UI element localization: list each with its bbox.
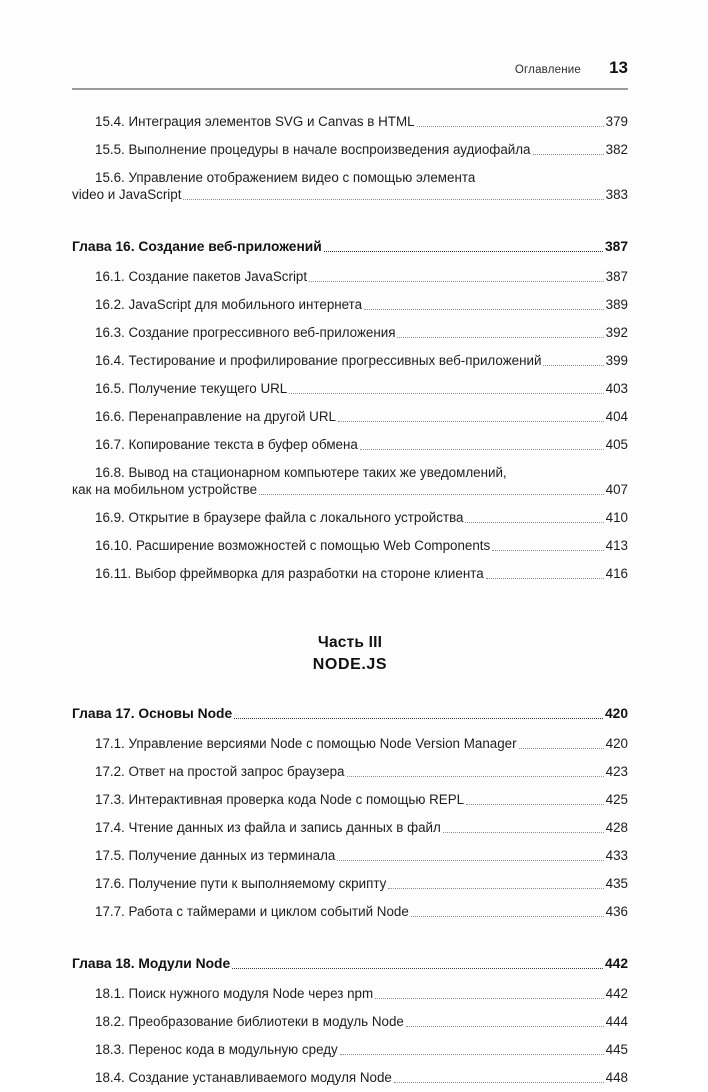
dot-leader xyxy=(338,420,604,422)
toc-entry-page: 404 xyxy=(605,409,628,424)
toc-entry-label: 17.6. Получение пути к выполняемому скрипту xyxy=(95,876,387,891)
toc-entry-page: 392 xyxy=(605,325,628,340)
dot-leader xyxy=(347,775,604,777)
toc-section-row[interactable] xyxy=(95,560,628,588)
toc-section-row[interactable] xyxy=(95,347,628,375)
toc-entry-label: 16.6. Перенаправление на другой URL xyxy=(95,409,336,424)
toc-entry-page: 387 xyxy=(605,269,628,284)
toc-entry-label: 15.5. Выполнение процедуры в начале воспроизведения аудиофайла xyxy=(95,142,531,157)
toc-entry-label: 16.5. Получение текущего URL xyxy=(95,381,288,396)
dot-leader xyxy=(465,521,603,523)
dot-leader xyxy=(466,803,604,805)
toc-entry-page: 383 xyxy=(605,187,628,202)
toc-section-row[interactable] xyxy=(95,786,628,814)
dot-leader xyxy=(443,831,604,833)
toc-entry-label: 16.4. Тестирование и профилирование прогрессивных веб-приложений xyxy=(95,353,542,368)
toc-entry-page: 416 xyxy=(605,566,628,581)
dot-leader xyxy=(486,577,604,579)
table-of-contents xyxy=(0,108,708,1092)
toc-section-row[interactable] xyxy=(95,758,628,786)
toc-section-row[interactable] xyxy=(95,504,628,532)
toc-entry-label: 16.11. Выбор фреймворка для разработки на стороне клиента xyxy=(95,566,484,581)
toc-entry-label: Глава 18. Модули Node xyxy=(72,956,231,971)
dot-leader xyxy=(375,997,604,999)
toc-entry-page: 445 xyxy=(605,1042,628,1057)
toc-entry-label: как на мобильном устройстве xyxy=(72,482,258,497)
toc-section-row[interactable] xyxy=(95,375,628,403)
toc-entry-page: 423 xyxy=(605,764,628,779)
dot-leader xyxy=(309,280,604,282)
toc-entry-label: 16.7. Копирование текста в буфер обмена xyxy=(95,437,358,452)
toc-section-row[interactable] xyxy=(95,1036,628,1064)
toc-entry-page: 442 xyxy=(605,986,628,1001)
toc-entry-label: 16.8. Вывод на стационарном компьютере таких же уведомлений, xyxy=(95,465,507,480)
toc-chapter-row[interactable] xyxy=(72,698,628,730)
dot-leader xyxy=(388,887,603,889)
toc-entry-page: 442 xyxy=(604,956,628,971)
toc-entry-label: 18.3. Перенос кода в модульную среду xyxy=(95,1042,338,1057)
dot-leader xyxy=(519,747,604,749)
dot-leader xyxy=(337,859,603,861)
running-head-title: Оглавление xyxy=(514,64,581,76)
toc-entry-page: 382 xyxy=(605,142,628,157)
toc-entry-label: 15.4. Интеграция элементов SVG и Canvas в HTML xyxy=(95,114,415,129)
toc-entry-label: video и JavaScript xyxy=(72,187,182,202)
toc-chapter-row[interactable] xyxy=(72,231,628,263)
toc-section-row[interactable] xyxy=(72,481,628,504)
toc-section-row[interactable] xyxy=(95,108,628,136)
running-head xyxy=(72,58,628,78)
toc-entry-page: 433 xyxy=(605,848,628,863)
toc-entry-page: 436 xyxy=(605,904,628,919)
toc-section-row[interactable] xyxy=(95,459,628,481)
toc-entry-label: 17.3. Интерактивная проверка кода Node с помощью REPL xyxy=(95,792,465,807)
toc-section-row[interactable] xyxy=(95,532,628,560)
toc-section-row[interactable] xyxy=(95,1064,628,1092)
toc-section-row[interactable] xyxy=(95,898,628,926)
toc-entry-page: 420 xyxy=(604,706,628,721)
toc-entry-page: 420 xyxy=(605,736,628,751)
part-label: Часть III xyxy=(317,634,383,651)
chapter-spacer xyxy=(0,209,708,231)
toc-entry-page: 448 xyxy=(605,1070,628,1085)
toc-entry-page: 403 xyxy=(605,381,628,396)
toc-entry-label: 16.9. Открытие в браузере файла с локального устройства xyxy=(95,510,464,525)
toc-entry-label: 17.5. Получение данных из терминала xyxy=(95,848,336,863)
toc-section-row[interactable] xyxy=(95,870,628,898)
part-divider xyxy=(72,632,628,676)
dot-leader xyxy=(411,915,604,917)
toc-entry-page: 410 xyxy=(605,510,628,525)
dot-leader xyxy=(406,1025,604,1027)
dot-leader xyxy=(340,1053,604,1055)
dot-leader xyxy=(324,250,603,252)
dot-leader xyxy=(364,308,604,310)
dot-leader xyxy=(234,717,603,719)
toc-entry-label: 16.1. Создание пакетов JavaScript xyxy=(95,269,308,284)
dot-leader xyxy=(543,364,603,366)
header-divider xyxy=(72,88,628,90)
toc-section-row[interactable] xyxy=(95,291,628,319)
toc-section-row[interactable] xyxy=(95,403,628,431)
toc-entry-page: 407 xyxy=(605,482,628,497)
dot-leader xyxy=(397,336,603,338)
chapter-spacer xyxy=(0,926,708,948)
toc-entry-page: 389 xyxy=(605,297,628,312)
dot-leader xyxy=(360,448,604,450)
dot-leader xyxy=(533,153,604,155)
page-number: 13 xyxy=(609,58,628,77)
dot-leader xyxy=(232,967,603,969)
toc-entry-label: 17.1. Управление версиями Node с помощью Node Version Manager xyxy=(95,736,517,751)
toc-entry-page: 405 xyxy=(605,437,628,452)
toc-entry-page: 379 xyxy=(605,114,628,129)
toc-section-row[interactable] xyxy=(95,263,628,291)
toc-section-row[interactable] xyxy=(95,814,628,842)
dot-leader xyxy=(492,549,603,551)
toc-entry-page: 399 xyxy=(605,353,628,368)
part-spacer-after xyxy=(0,676,708,698)
dot-leader xyxy=(394,1081,604,1083)
toc-entry-label: 16.3. Создание прогрессивного веб-приложения xyxy=(95,325,396,340)
toc-entry-label: 18.2. Преобразование библиотеки в модуль Node xyxy=(95,1014,404,1029)
toc-section-row[interactable] xyxy=(95,842,628,870)
toc-entry-page: 428 xyxy=(605,820,628,835)
toc-entry-label: 18.1. Поиск нужного модуля Node через npm xyxy=(95,986,374,1001)
toc-section-row[interactable] xyxy=(95,136,628,164)
toc-entry-page: 444 xyxy=(605,1014,628,1029)
toc-section-row[interactable] xyxy=(95,1008,628,1036)
toc-entry-page: 435 xyxy=(605,876,628,891)
toc-entry-label: 18.4. Создание устанавливаемого модуля Node xyxy=(95,1070,392,1085)
toc-section-row[interactable] xyxy=(95,730,628,758)
toc-entry-label: 17.4. Чтение данных из файла и запись данных в файл xyxy=(95,820,441,835)
toc-entry-label: 17.2. Ответ на простой запрос браузера xyxy=(95,764,345,779)
toc-section-row[interactable] xyxy=(95,164,628,186)
dot-leader xyxy=(417,125,604,127)
toc-entry-label: 16.10. Расширение возможностей с помощью Web Components xyxy=(95,538,491,553)
part-title: NODE.JS xyxy=(312,656,388,673)
toc-entry-label: 15.6. Управление отображением видео с помощью элемента xyxy=(95,170,476,185)
toc-entry-page: 425 xyxy=(605,792,628,807)
toc-entry-label: Глава 16. Создание веб-приложений xyxy=(72,239,322,254)
toc-entry-label: 16.2. JavaScript для мобильного интернета xyxy=(95,297,363,312)
dot-leader xyxy=(183,198,603,200)
toc-chapter-row[interactable] xyxy=(72,948,628,980)
toc-entry-label: 17.7. Работа с таймерами и циклом событий Node xyxy=(95,904,409,919)
dot-leader xyxy=(259,493,604,495)
toc-section-row[interactable] xyxy=(95,431,628,459)
part-spacer-before xyxy=(0,588,708,632)
toc-entry-label: Глава 17. Основы Node xyxy=(72,706,233,721)
toc-entry-page: 387 xyxy=(604,239,628,254)
dot-leader xyxy=(289,392,603,394)
toc-section-row[interactable] xyxy=(95,980,628,1008)
toc-section-row[interactable] xyxy=(72,186,628,209)
toc-entry-page: 413 xyxy=(605,538,628,553)
toc-section-row[interactable] xyxy=(95,319,628,347)
